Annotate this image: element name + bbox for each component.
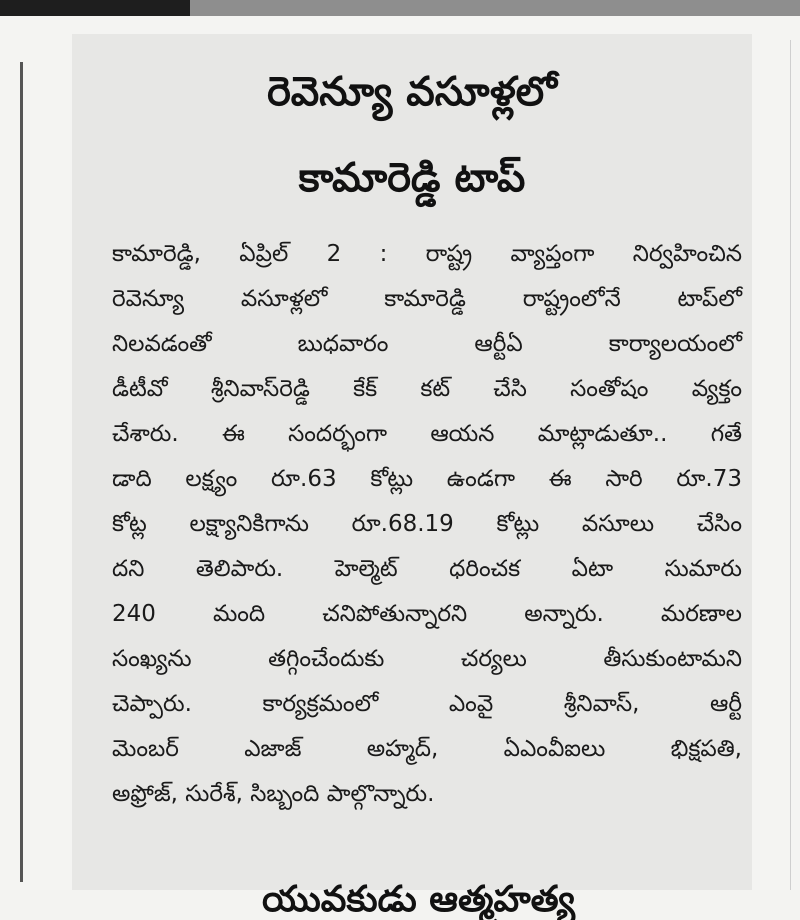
body-line: మెంబర్ ఎజాజ్ అహ్మద్, ఏఎంవీఐలు భిక్షపతి, (112, 736, 742, 762)
body-line: చేశారు. ఈ సందర్భంగా ఆయన మాట్లాడుతూ.. గతే (112, 421, 742, 447)
body-line: రెవెన్యూ వసూళ్లలో కామారెడ్డి రాష్ట్రంలోనే టాప్‌లో (112, 286, 742, 312)
news-clipping (72, 34, 752, 920)
top-bar (0, 0, 800, 16)
body-line: డీటీవో శ్రీనివాస్‌రెడ్డి కేక్ కట్ చేసి సంతోషం వ్యక్తం (112, 376, 742, 402)
headline-line-2: కామారెడ్డి టాప్ (298, 155, 526, 201)
body-line: కామారెడ్డి, ఏప్రిల్ 2 : రాష్ట్ర వ్యాప్తంగా నిర్వహించిన (112, 241, 742, 267)
body-line: దని తెలిపారు. హెల్మెట్ ధరించక ఏటా సుమారు (112, 556, 742, 582)
headline-line-1: రెవెన్యూ వసూళ్లలో (267, 69, 557, 115)
next-article-headline-partial: యువకుడు ఆత్మహత్య (262, 879, 575, 920)
body-line: నిలవడంతో బుధవారం ఆర్టీఏ కార్యాలయంలో (112, 331, 742, 357)
body-line: 240 మంది చనిపోతున్నారని అన్నారు. మరణాల (112, 601, 742, 627)
body-line: చెప్పారు. కార్యక్రమంలో ఎంవై శ్రీనివాస్, ఆర్టీ (112, 691, 742, 717)
right-column-rule (790, 40, 791, 890)
top-bar-dark-segment (0, 0, 190, 16)
body-line: అఫ్రోజ్, సురేశ్, సిబ్బంది పాల్గొన్నారు. (112, 781, 435, 807)
article-body (112, 232, 742, 817)
body-line: డాది లక్ష్యం రూ.63 కోట్లు ఉండగా ఈ సారి రూ.73 (112, 466, 742, 492)
body-line: సంఖ్యను తగ్గించేందుకు చర్యలు తీసుకుంటామని (112, 646, 742, 672)
body-line: కోట్ల లక్ష్యానికిగాను రూ.68.19 కోట్లు వసూలు చేసిం (112, 511, 742, 537)
left-column-rule (20, 62, 23, 882)
